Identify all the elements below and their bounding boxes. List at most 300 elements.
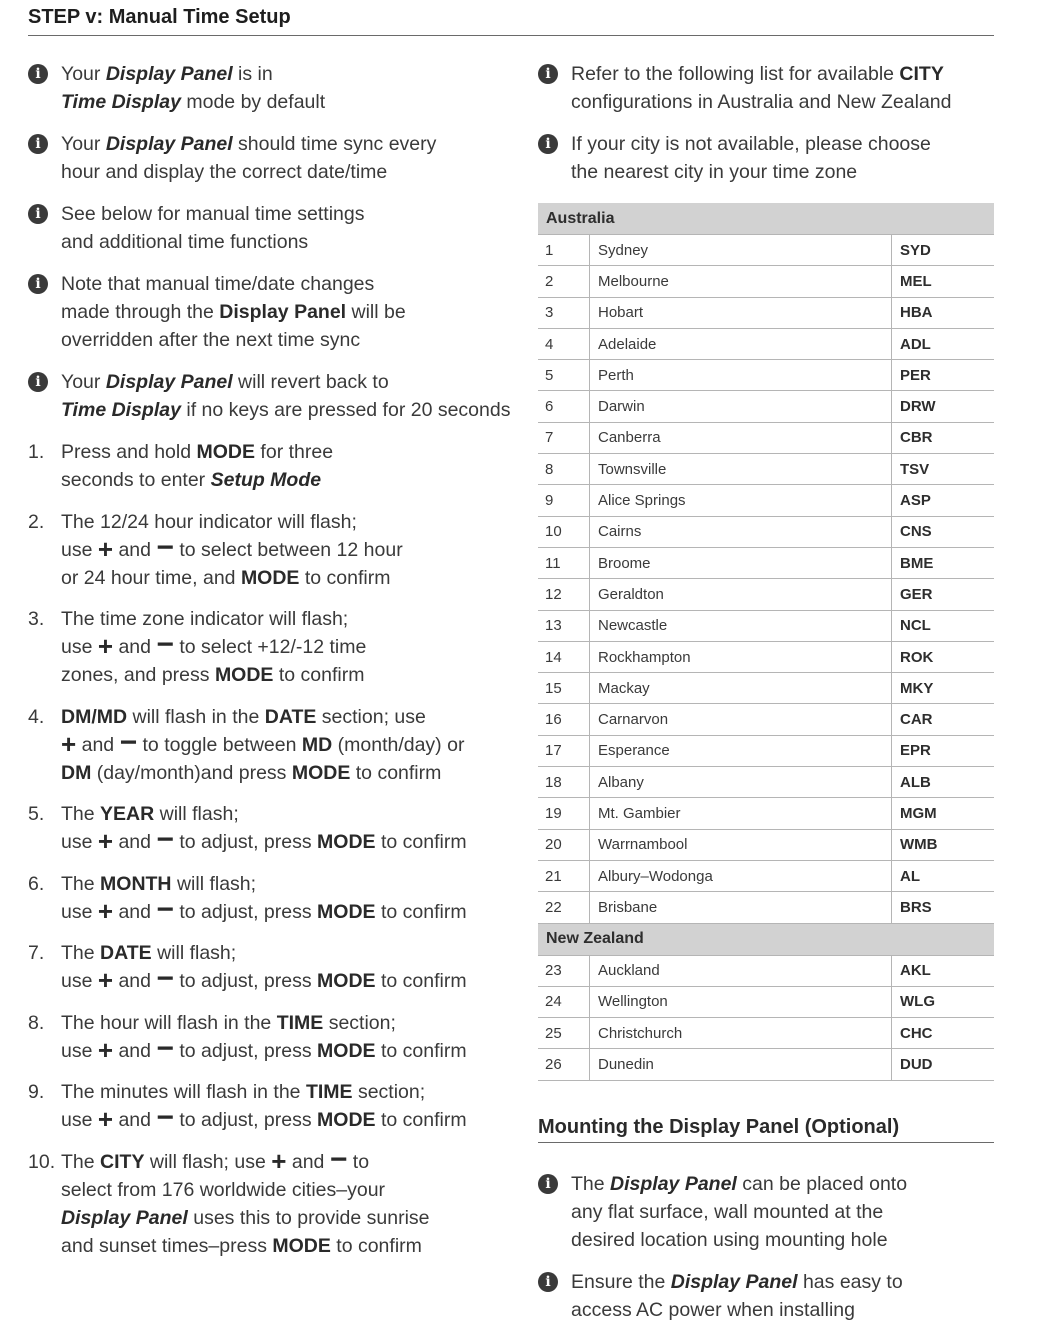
table-row	[538, 516, 994, 547]
info-note	[538, 60, 994, 116]
info-icon: i	[28, 64, 48, 84]
text-line	[61, 605, 508, 633]
text: to confirm	[375, 1039, 467, 1062]
text: and	[113, 970, 157, 992]
page-title: STEP v: Manual Time Setup	[28, 6, 994, 36]
city-number: 21	[538, 860, 590, 891]
bold-text: MODE	[317, 831, 376, 853]
step-number: 4.	[28, 705, 45, 728]
plus-icon: +	[97, 895, 114, 926]
city-name: Christchurch	[590, 1018, 892, 1049]
text: or 24 hour time, and	[61, 566, 241, 589]
city-number: 3	[538, 297, 590, 328]
text-line	[61, 1031, 508, 1065]
bold-text: MODE	[317, 970, 376, 992]
table-row	[538, 454, 994, 485]
bold-text: TIME	[305, 1081, 353, 1103]
city-name: Albury–Wodonga	[590, 860, 892, 891]
left-notes	[28, 60, 511, 424]
city-number: 19	[538, 798, 590, 829]
bold-italic-text: Display Panel	[105, 133, 233, 155]
text: to adjust, press	[173, 831, 318, 853]
city-code: ROK	[892, 641, 995, 672]
city-code: WMB	[892, 829, 995, 860]
text: to toggle between	[137, 733, 302, 756]
city-number: 16	[538, 704, 590, 735]
table-row	[538, 547, 994, 578]
text-line	[61, 530, 508, 564]
text: The	[571, 1173, 611, 1195]
city-number: 9	[538, 485, 590, 516]
city-code: MEL	[892, 266, 995, 297]
table-row	[538, 485, 994, 516]
text: If your city is not available, please choose	[571, 133, 931, 155]
info-note	[538, 1170, 994, 1254]
text-line	[571, 1226, 994, 1254]
city-name: Esperance	[590, 735, 892, 766]
bold-text: DATE	[264, 705, 317, 728]
text: desired location using mounting hole	[571, 1229, 888, 1251]
city-number: 5	[538, 360, 590, 391]
text: and sunset times–press	[61, 1234, 273, 1257]
city-code: HBA	[892, 297, 995, 328]
step-number: 1.	[28, 441, 45, 463]
table-row	[538, 735, 994, 766]
text: Note that manual time/date changes	[61, 273, 375, 295]
step-number: 9.	[28, 1081, 45, 1103]
city-name: Hobart	[590, 297, 892, 328]
text-line	[61, 1204, 508, 1232]
city-number: 6	[538, 391, 590, 422]
minus-icon: −	[156, 1101, 174, 1134]
text: and	[113, 831, 157, 853]
text: any flat surface, wall mounted at the	[571, 1201, 884, 1223]
city-code: BME	[892, 547, 995, 578]
city-number: 10	[538, 516, 590, 547]
text-line	[61, 870, 508, 898]
minus-icon: −	[156, 823, 174, 856]
text: zones, and press	[61, 664, 215, 686]
text-line	[61, 200, 508, 228]
group-name: Australia	[538, 203, 994, 235]
info-icon: i	[28, 134, 48, 154]
info-icon: i	[28, 204, 48, 224]
city-name: Albany	[590, 767, 892, 798]
plus-icon: +	[97, 1034, 114, 1065]
table-row	[538, 360, 994, 391]
text-line	[61, 1232, 508, 1260]
step-item	[28, 1009, 508, 1065]
table-row	[538, 673, 994, 704]
bold-text: MODE	[317, 1039, 376, 1062]
city-name: Wellington	[590, 986, 892, 1017]
text-line	[61, 228, 508, 256]
text-line	[571, 1268, 994, 1296]
text-line	[61, 1142, 508, 1176]
info-note	[28, 130, 508, 186]
text: for three	[255, 441, 334, 463]
text: Press and hold	[61, 441, 197, 463]
text: to adjust, press	[173, 970, 318, 992]
minus-icon: −	[156, 628, 174, 661]
plus-icon: +	[97, 631, 114, 661]
info-icon: i	[28, 372, 48, 392]
left-column	[28, 60, 511, 1273]
text: The	[61, 803, 101, 825]
city-number: 22	[538, 892, 590, 923]
info-note	[28, 270, 508, 354]
text: The minutes will flash in the	[61, 1081, 306, 1103]
text-line	[571, 1198, 994, 1226]
text: mode by default	[180, 91, 326, 113]
city-code: BRS	[892, 892, 995, 923]
table-row	[538, 328, 994, 359]
city-code: AL	[892, 860, 995, 891]
text: section; use	[316, 705, 426, 728]
step-item	[28, 438, 508, 494]
city-name: Auckland	[590, 955, 892, 986]
city-number: 12	[538, 579, 590, 610]
city-number: 20	[538, 829, 590, 860]
text: made through the	[61, 301, 220, 323]
table-row	[538, 266, 994, 297]
city-name: Dunedin	[590, 1049, 892, 1080]
minus-icon: −	[156, 1031, 174, 1065]
city-name: Alice Springs	[590, 485, 892, 516]
text: use	[61, 970, 98, 992]
text-line	[61, 1101, 508, 1134]
text: (day/month)and press	[91, 761, 292, 784]
city-name: Rockhampton	[590, 641, 892, 672]
city-number: 24	[538, 986, 590, 1017]
text-line	[571, 1170, 994, 1198]
minus-icon: −	[156, 530, 174, 564]
city-name: Cairns	[590, 516, 892, 547]
table-row	[538, 892, 994, 923]
city-table	[538, 203, 994, 1081]
text: use	[61, 900, 98, 923]
city-number: 4	[538, 328, 590, 359]
text: is in	[232, 63, 273, 85]
plus-icon: +	[97, 826, 114, 856]
text: select from 176 worldwide cities–your	[61, 1178, 386, 1201]
city-number: 15	[538, 673, 590, 704]
step-number: 2.	[28, 510, 45, 533]
bold-text: MODE	[272, 1234, 331, 1257]
step-item	[28, 870, 508, 926]
bold-italic-text: Setup Mode	[210, 469, 322, 491]
city-number: 25	[538, 1018, 590, 1049]
text: seconds to enter	[61, 469, 211, 491]
table-row	[538, 704, 994, 735]
plus-icon: +	[97, 1104, 114, 1134]
text: access AC power when installing	[571, 1299, 855, 1321]
text: and	[113, 1109, 157, 1131]
city-name: Canberra	[590, 422, 892, 453]
table-row	[538, 829, 994, 860]
text-line	[571, 88, 994, 116]
table-row	[538, 955, 994, 986]
text-line	[61, 270, 508, 298]
bold-text: MODE	[291, 761, 351, 784]
city-code: MKY	[892, 673, 995, 704]
city-name: Perth	[590, 360, 892, 391]
bold-text: MODE	[317, 900, 376, 923]
text-line	[61, 892, 508, 926]
text: use	[61, 1109, 98, 1131]
text-line	[571, 60, 994, 88]
text-line	[61, 130, 508, 158]
city-code: ADL	[892, 328, 995, 359]
plus-icon: +	[61, 728, 77, 759]
info-note	[28, 60, 508, 116]
city-name: Warrnambool	[590, 829, 892, 860]
right-column	[538, 60, 994, 200]
city-code: AKL	[892, 955, 995, 986]
text-line	[61, 466, 508, 494]
text-line	[61, 88, 508, 116]
table-row	[538, 579, 994, 610]
city-number: 2	[538, 266, 590, 297]
plus-icon: +	[271, 1145, 287, 1176]
text-line	[61, 298, 508, 326]
text-line	[571, 1296, 994, 1324]
text-line	[61, 368, 508, 396]
text: use	[61, 1039, 98, 1062]
bold-text: Display Panel	[219, 301, 347, 323]
city-name: Adelaide	[590, 328, 892, 359]
text: to confirm	[299, 566, 391, 589]
text: if no keys are pressed for 20 seconds	[180, 399, 511, 421]
city-code: ALB	[892, 767, 995, 798]
group-name: New Zealand	[538, 923, 994, 955]
text: will flash;	[171, 872, 257, 895]
text: to adjust, press	[173, 1039, 318, 1062]
text-line	[61, 628, 508, 661]
bold-text: MODE	[240, 566, 300, 589]
step-number: 3.	[28, 608, 45, 630]
mounting-heading: Mounting the Display Panel (Optional)	[538, 1116, 994, 1143]
text: will flash;	[151, 942, 237, 964]
bold-italic-text: Display Panel	[610, 1173, 737, 1195]
step-item	[28, 1078, 508, 1134]
text: configurations in Australia and New Zealand	[571, 91, 952, 113]
city-number: 1	[538, 235, 590, 266]
city-number: 17	[538, 735, 590, 766]
info-icon: i	[538, 64, 558, 84]
text: hour and display the correct date/time	[61, 161, 388, 183]
city-number: 14	[538, 641, 590, 672]
text: to confirm	[330, 1234, 422, 1257]
text: to confirm	[375, 1109, 467, 1131]
text: Ensure the	[571, 1271, 671, 1293]
city-code: CNS	[892, 516, 995, 547]
city-number: 18	[538, 767, 590, 798]
step-item	[28, 800, 508, 856]
text-line	[61, 60, 508, 88]
bold-italic-text: Display Panel	[670, 1271, 798, 1293]
text-line	[61, 396, 511, 424]
city-number: 23	[538, 955, 590, 986]
step-item	[28, 605, 508, 689]
text: has easy to	[797, 1271, 903, 1293]
step-number: 5.	[28, 803, 45, 825]
table-row	[538, 422, 994, 453]
text-line	[61, 1176, 508, 1204]
bold-text: DM	[61, 761, 92, 784]
plus-icon: +	[97, 533, 114, 564]
text-line	[61, 1009, 508, 1037]
text-line	[61, 158, 508, 186]
bold-text: CITY	[899, 63, 944, 85]
text: should time sync every	[232, 133, 437, 155]
table-row	[538, 1018, 994, 1049]
text: to select between 12 hour	[173, 538, 403, 561]
text: to confirm	[350, 761, 442, 784]
text: will flash; use	[144, 1150, 272, 1173]
info-icon: i	[538, 134, 558, 154]
city-code: CAR	[892, 704, 995, 735]
text: to confirm	[273, 664, 365, 686]
text: section;	[323, 1011, 396, 1034]
text: (month/day) or	[332, 733, 465, 756]
minus-icon: −	[156, 962, 174, 995]
text: and	[76, 733, 120, 756]
city-code: ASP	[892, 485, 995, 516]
text-line	[61, 962, 508, 995]
text-line	[61, 508, 508, 536]
text: The	[61, 942, 101, 964]
bold-text: MODE	[317, 1109, 376, 1131]
bold-italic-text: Display Panel	[105, 63, 233, 85]
city-code: CBR	[892, 422, 995, 453]
bold-text: TIME	[276, 1011, 324, 1034]
text: to confirm	[375, 970, 467, 992]
text-line	[61, 800, 508, 828]
text: to adjust, press	[173, 900, 318, 923]
text: use	[61, 831, 98, 853]
text: will flash in the	[127, 705, 265, 728]
bold-text: CITY	[100, 1150, 145, 1173]
text: Refer to the following list for available	[571, 63, 900, 85]
city-name: Brisbane	[590, 892, 892, 923]
table-row	[538, 1049, 994, 1080]
info-icon: i	[28, 274, 48, 294]
text: to confirm	[375, 831, 467, 853]
text: Your	[61, 63, 106, 85]
text: The time zone indicator will flash;	[61, 608, 349, 630]
info-icon: i	[538, 1272, 558, 1292]
text: to select +12/-12 time	[173, 636, 367, 658]
bold-text: MONTH	[100, 872, 172, 895]
city-number: 11	[538, 547, 590, 578]
table-row	[538, 391, 994, 422]
bold-italic-text: Display Panel	[105, 371, 233, 393]
text: will be	[346, 301, 406, 323]
bold-italic-text: Time Display	[61, 91, 181, 113]
table-row	[538, 767, 994, 798]
city-name: Newcastle	[590, 610, 892, 641]
minus-icon: −	[329, 1142, 348, 1176]
table-row	[538, 297, 994, 328]
table-row	[538, 860, 994, 891]
city-name: Geraldton	[590, 579, 892, 610]
text-line	[571, 130, 994, 158]
text-line	[571, 158, 994, 186]
text: and	[113, 636, 157, 658]
bold-text: MODE	[214, 664, 274, 686]
step-item	[28, 508, 508, 592]
step-number: 6.	[28, 872, 45, 895]
city-name: Mackay	[590, 673, 892, 704]
right-notes	[538, 60, 994, 186]
bold-text: DM/MD	[61, 705, 128, 728]
city-name: Mt. Gambier	[590, 798, 892, 829]
info-note	[28, 200, 508, 256]
city-number: 7	[538, 422, 590, 453]
bold-italic-text: Time Display	[61, 399, 181, 421]
minus-icon: −	[156, 892, 174, 926]
city-code: SYD	[892, 235, 995, 266]
text: the nearest city in your time zone	[571, 161, 858, 183]
table-group-header	[538, 923, 994, 955]
text-line	[61, 564, 508, 592]
city-number: 26	[538, 1049, 590, 1080]
text: use	[61, 538, 98, 561]
text-line	[61, 1078, 508, 1106]
plus-icon: +	[97, 965, 114, 995]
step-number: 8.	[28, 1011, 45, 1034]
city-code: CHC	[892, 1018, 995, 1049]
text: to adjust, press	[173, 1109, 318, 1131]
info-icon: i	[538, 1174, 558, 1194]
text-line	[61, 823, 508, 856]
minus-icon: −	[119, 725, 138, 759]
bold-text: DATE	[100, 942, 152, 964]
text: use	[61, 636, 98, 658]
table-row	[538, 235, 994, 266]
text: and	[113, 538, 157, 561]
text: and	[286, 1150, 330, 1173]
city-code: MGM	[892, 798, 995, 829]
text: and additional time functions	[61, 231, 309, 253]
table-row	[538, 641, 994, 672]
table-row	[538, 986, 994, 1017]
bold-text: YEAR	[100, 803, 155, 825]
text: section;	[352, 1081, 426, 1103]
city-name: Carnarvon	[590, 704, 892, 735]
text-line	[61, 725, 508, 759]
bold-text: MD	[301, 733, 333, 756]
text: and	[113, 1039, 157, 1062]
city-name: Melbourne	[590, 266, 892, 297]
city-number: 8	[538, 454, 590, 485]
city-name: Darwin	[590, 391, 892, 422]
step-item	[28, 939, 508, 995]
text-line	[61, 326, 508, 354]
text: Your	[61, 371, 106, 393]
text: Your	[61, 133, 106, 155]
city-code: EPR	[892, 735, 995, 766]
text-line	[61, 438, 508, 466]
text: and	[113, 900, 157, 923]
step-number: 7.	[28, 942, 45, 964]
city-number: 13	[538, 610, 590, 641]
table-row	[538, 798, 994, 829]
city-name: Townsville	[590, 454, 892, 485]
text: The	[61, 1150, 101, 1173]
city-code: DRW	[892, 391, 995, 422]
